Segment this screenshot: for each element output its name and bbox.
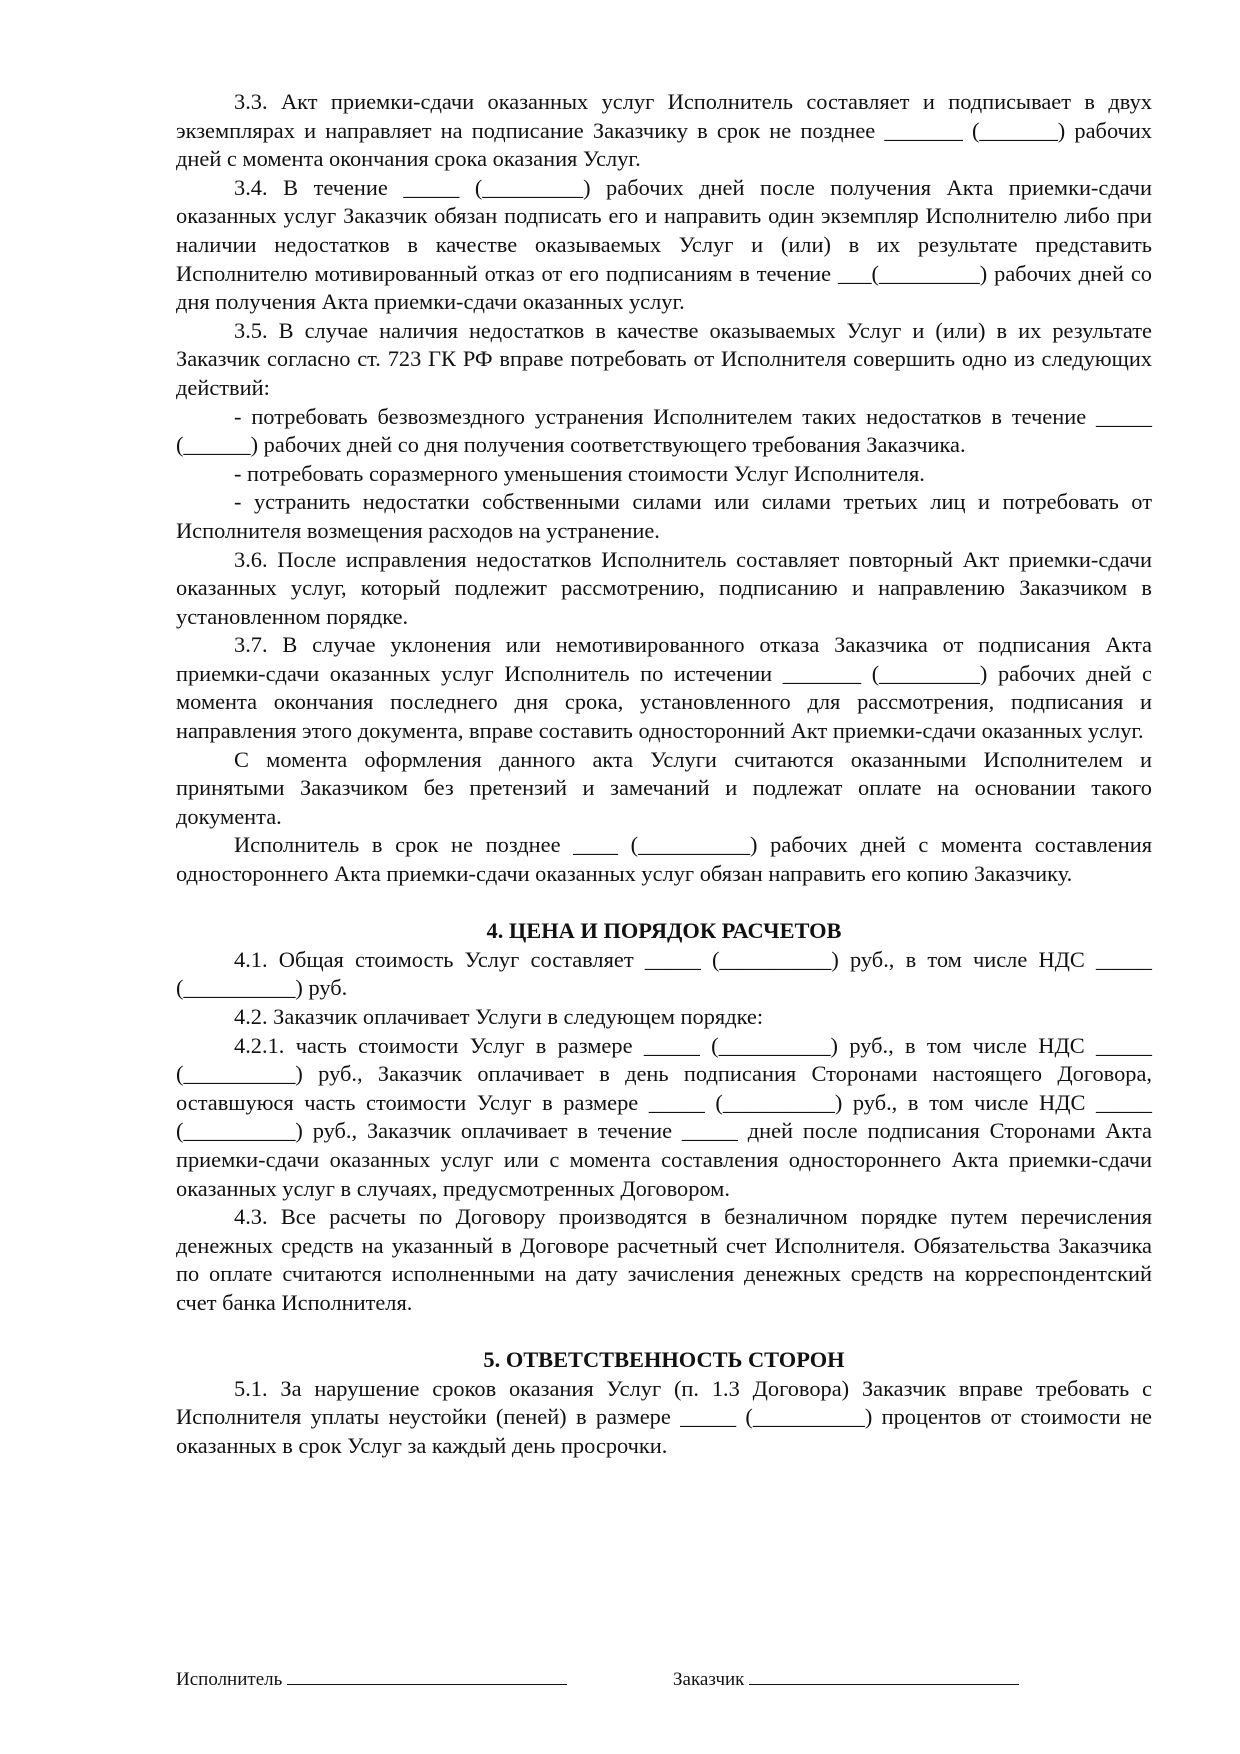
executor-label: Исполнитель: [176, 1669, 283, 1690]
list-item-free-fix: - потребовать безвозмездного устранения Исполнителем таких недостатков в течение _____ (______) рабочих дней со дня получения соответствующего требования Заказчика.: [176, 403, 1158, 458]
spacer: [176, 889, 1152, 918]
executor-signature-line: [287, 1666, 567, 1685]
document-body: [176, 88, 1158, 1461]
list-item-price-reduction: - потребовать соразмерного уменьшения стоимости Услуг Исполнителя.: [234, 460, 925, 486]
paragraph-4-2: 4.2. Заказчик оплачивает Услуги в следующем порядке:: [234, 1004, 764, 1029]
customer-signature-line: [749, 1666, 1019, 1685]
paragraph-3-3: 3.3. Акт приемки-сдачи оказанных услуг Исполнитель составляет и подписывает в двух экземплярах и направляет на подписание Заказчику в срок не позднее _______ (_______) рабочих дней с момента окончания срока оказания Услуг.: [176, 89, 1158, 172]
paragraph-3-4: 3.4. В течение _____ (_________) рабочих дней после получения Акта приемки-сдачи оказанных услуг Заказчик обязан подписать его и направить один экземпляр Исполнителю либо при наличии недостатков в качестве оказываемых Услуг и (или) в их результате представить Исполнителю мотивированный отказ от его подписаниям в течение ___(_________) рабочих дней со дня получения Акта приемки-сдачи оказанных услуг.: [176, 174, 1158, 315]
customer-label: Заказчик: [673, 1669, 745, 1690]
customer-signature: [673, 1666, 1019, 1692]
paragraph-3-7: 3.7. В случае уклонения или немотивированного отказа Заказчика от подписания Акта приемки-сдачи оказанных услуг Исполнитель по истечении _______ (_________) рабочих дней с момента окончания последнего дня срока, установленного для рассмотрения, подписания и направления этого документа, вправе составить односторонний Акт приемки-сдачи оказанных услуг.: [176, 632, 1158, 744]
paragraph-copy-delivery: Исполнитель в срок не позднее ____ (__________) рабочих дней с момента составления одностороннего Акта приемки-сдачи оказанных услуг обязан направить его копию Заказчику.: [176, 832, 1158, 887]
paragraph-3-6: 3.6. После исправления недостатков Исполнитель составляет повторный Акт приемки-сдачи оказанных услуг, который подлежит рассмотрению, подписанию и направлению Заказчиком в установленном порядке.: [176, 546, 1158, 629]
paragraph-4-1: 4.1. Общая стоимость Услуг составляет _____ (__________) руб., в том числе НДС _____ (__________) руб.: [176, 946, 1158, 1001]
executor-signature: [176, 1666, 567, 1692]
section-5-heading: 5. ОТВЕТСТВЕННОСТЬ СТОРОН: [483, 1347, 845, 1373]
paragraph-3-5: 3.5. В случае наличия недостатков в качестве оказываемых Услуг и (или) в их результате Заказчик согласно ст. 723 ГК РФ вправе потребовать от Исполнителя совершить одно из следующих действий:: [176, 317, 1158, 400]
paragraph-5-1: 5.1. За нарушение сроков оказания Услуг (п. 1.3 Договора) Заказчик вправе требовать с Исполнителя уплаты неустойки (пеней) в размере _____ (__________) процентов от стоимости не оказанных в срок Услуг за каждый день просрочки.: [176, 1375, 1158, 1458]
paragraph-act-effect: С момента оформления данного акта Услуги считаются оказанными Исполнителем и принятыми Заказчиком без претензий и замечаний и подлежат оплате на основании такого документа.: [176, 746, 1158, 829]
paragraph-4-3: 4.3. Все расчеты по Договору производятся в безналичном порядке путем перечисления денежных средств на указанный в Договоре расчетный счет Исполнителя. Обязательства Заказчика по оплате считаются исполненными на дату зачисления денежных средств на корреспондентский счет банка Исполнителя.: [176, 1204, 1158, 1315]
paragraph-4-2-1: 4.2.1. часть стоимости Услуг в размере _____ (__________) руб., в том числе НДС _____ (__________) руб., Заказчик оплачивает в день подписания Сторонами настоящего Договора, оставшуюся часть стоимости Услуг в размере _____ (__________) руб., в том числе НДС _____ (__________) руб., Заказчик оплачивает в течение _____ дней после подписания Сторонами Акта приемки-сдачи оказанных услуг или с момента составления одностороннего Акта приемки-сдачи оказанных услуг в случаях, предусмотренных Договором.: [176, 1032, 1158, 1201]
spacer: [176, 1318, 1152, 1347]
list-item-self-fix: - устранить недостатки собственными силами или силами третьих лиц и потребовать от Исполнителя возмещения расходов на устранение.: [176, 489, 1158, 543]
section-4-heading: 4. ЦЕНА И ПОРЯДОК РАСЧЕТОВ: [486, 918, 842, 944]
